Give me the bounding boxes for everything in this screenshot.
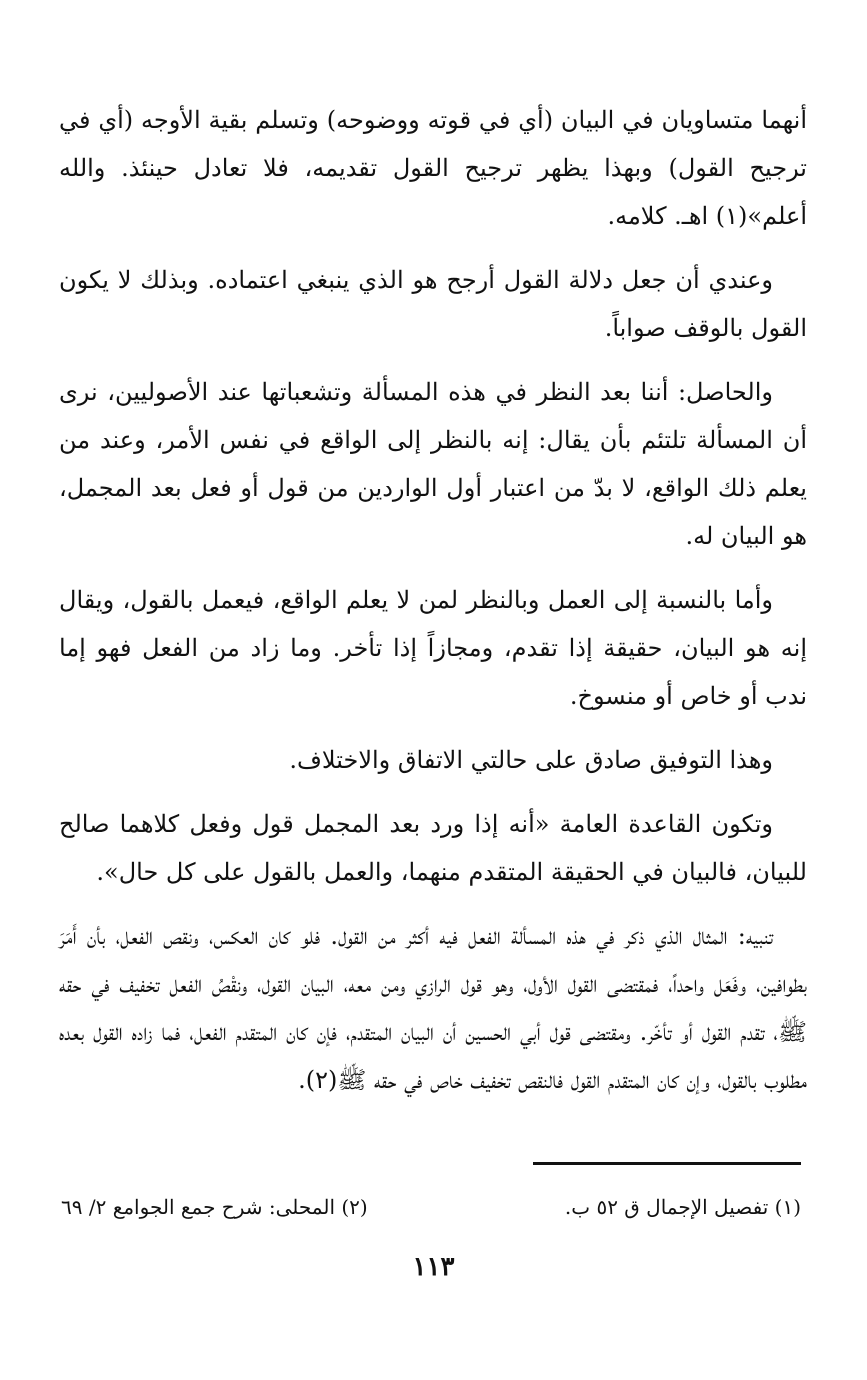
page-number: ١١٣ <box>412 1252 455 1282</box>
body-text <box>59 96 807 1120</box>
paragraph-reconciliation: وهذا التوفيق صادق على حالتي الاتفاق والاختلاف. <box>289 746 773 774</box>
paragraph-general-rule: وتكون القاعدة العامة «أنه إذا ورد بعد المجمل قول وفعل كلاهما صالح للبيان، فالبيان في الحقيقة المتقدم منهما، والعمل بالقول على كل حال». <box>59 810 807 886</box>
paragraph-conclusion: والحاصل: أننا بعد النظر في هذه المسألة وتشعباتها عند الأصوليين، نرى أن المسألة تلتئم بأن يقال: إنه بالنظر إلى الواقع في نفس الأمر، وعند من يعلم ذلك الواقع، لا بدّ من اعتبار أول الواردين من قول أو فعل بعد المجمل، هو البيان له. <box>59 378 807 550</box>
footnote-2: (٢) المحلى: شرح جمع الجوامع ٢/ ٦٩ <box>61 1195 368 1219</box>
footnotes <box>61 1192 801 1222</box>
paragraph-opinion: وعندي أن جعل دلالة القول أرجح هو الذي ينبغي اعتماده. وبذلك لا يكون القول بالوقف صواباً. <box>59 266 807 342</box>
paragraph-note: تنبيه: المثال الذي ذكر في هذه المسألة الفعل فيه أكثر من القول. فلو كان العكس، ونقص الفعل، بأن أَمَرَ بطوافين، وفَعَل واحداً، فمقتضى القول الأول، وهو قول الرازي ومن معه، البيان القول، ونقْصُ الفعل تخفيف في حقه ﷺ، تقدم القول أو تأخّر. ومقتضى قول أبي الحسين أن البيان المتقدم، فإن كان المتقدم الفعل، فما زاده القول بعده مطلوب بالقول، وإن كان المتقدم القول فالنقص تخفيف خاص في حقه ﷺ(٢). <box>59 922 807 1094</box>
paragraph-continuation: أنهما متساويان في البيان (أي في قوته ووضوحه) وتسلم بقية الأوجه (أي في ترجيح القول) وبهذا يظهر ترجيح القول تقديمه، فلا تعادل حينئذ. والله أعلم»(١) اهـ. كلامه. <box>59 106 807 230</box>
paragraph-practice: وأما بالنسبة إلى العمل وبالنظر لمن لا يعلم الواقع، فيعمل بالقول، ويقال إنه هو البيان، حقيقة إذا تقدم، ومجازاً إذا تأخر. وما زاد من الفعل فهو إما ندب أو خاص أو منسوخ. <box>59 586 807 710</box>
footnote-divider <box>533 1162 801 1165</box>
footnote-1: (١) تفصيل الإجمال ق ٥٢ ب. <box>564 1195 801 1219</box>
